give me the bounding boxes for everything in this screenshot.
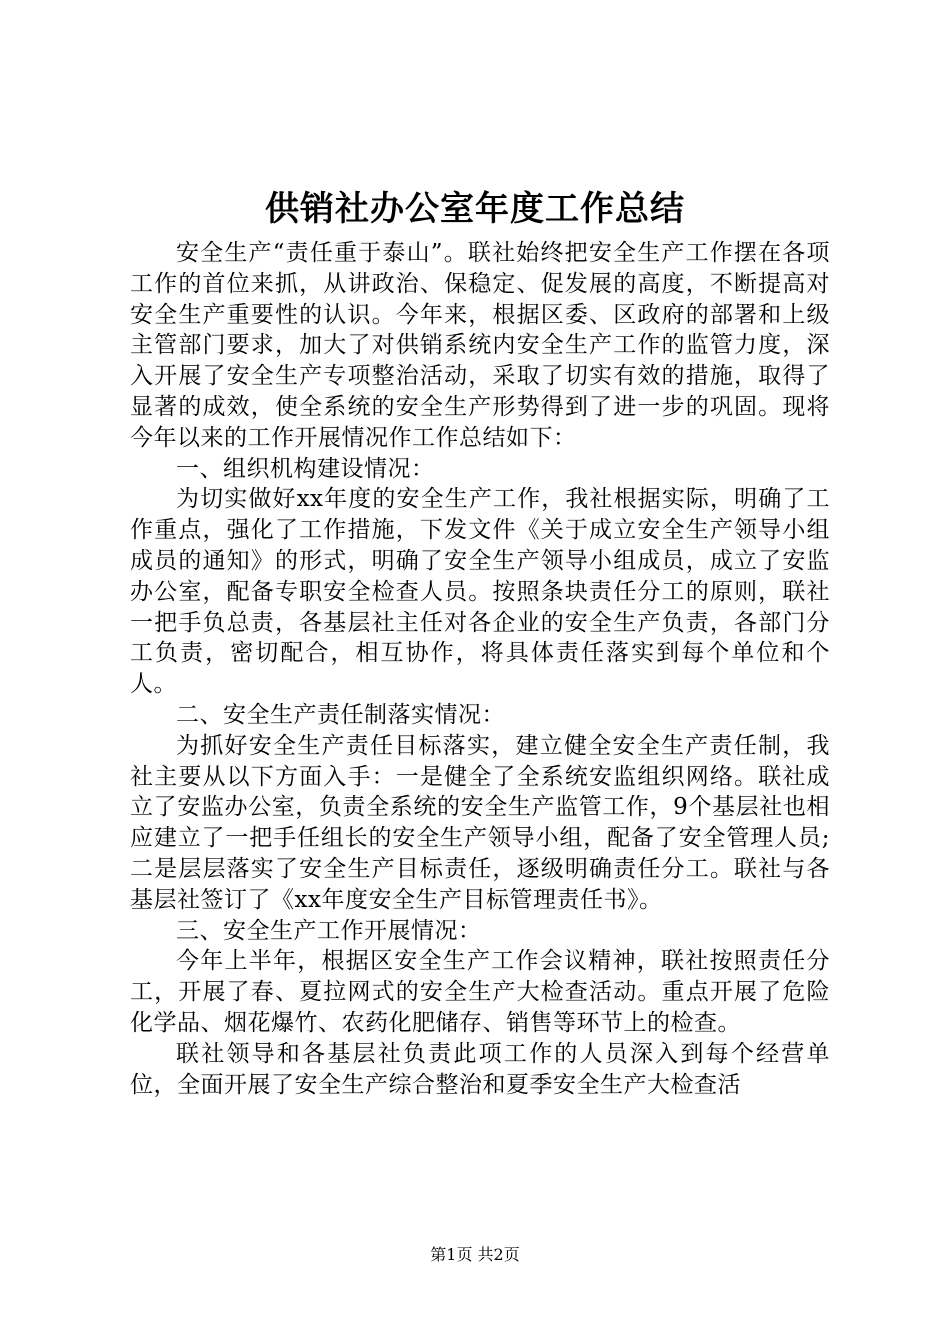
document-body xyxy=(130,238,830,1100)
paragraph-section-3a: 今年上半年，根据区安全生产工作会议精神，联社按照责任分工，开展了春、夏拉网式的安全生产大检查活动。重点开展了危险化学品、烟花爆竹、农药化肥储存、销售等环节上的检查。 xyxy=(130,948,830,1036)
section-heading-2: 二、安全生产责任制落实情况： xyxy=(176,701,505,728)
paragraph-section-3b: 联社领导和各基层社负责此项工作的人员深入到每个经营单位，全面开展了安全生产综合整治和夏季安全生产大检查活 xyxy=(130,1040,830,1098)
paragraph-intro: 安全生产“责任重于泰山”。联社始终把安全生产工作摆在各项工作的首位来抓，从讲政治、保稳定、促发展的高度，不断提高对安全生产重要性的认识。今年来，根据区委、区政府的部署和上级主管部门要求，加大了对供销系统内安全生产工作的监管力度，深入开展了安全生产专项整治活动，采取了切实有效的措施，取得了显著的成效，使全系统的安全生产形势得到了进一步的巩固。现将今年以来的工作开展情况作工作总结如下： xyxy=(130,240,830,451)
paragraph-section-1: 为切实做好xx年度的安全生产工作，我社根据实际，明确了工作重点，强化了工作措施，下发文件《关于成立安全生产领导小组成员的通知》的形式，明确了安全生产领导小组成员，成立了安监办公室，配备专职安全检查人员。按照条块责任分工的原则，联社一把手负总责，各基层社主任对各企业的安全生产负责，各部门分工负责，密切配合，相互协作，将具体责任落实到每个单位和个人。 xyxy=(130,486,830,698)
document-title: 供销社办公室年度工作总结 xyxy=(265,189,685,229)
page-footer: 第1页 共2页 xyxy=(430,1245,520,1264)
section-heading-3: 三、安全生产工作开展情况： xyxy=(176,917,482,944)
paragraph-section-2: 为抓好安全生产责任目标落实，建立健全安全生产责任制，我社主要从以下方面入手：一是健全了全系统安监组织网络。联社成立了安监办公室，负责全系统的安全生产监管工作，9个基层社也相应建立了一把手任组长的安全生产领导小组，配备了安全管理人员;二是层层落实了安全生产目标责任，逐级明确责任分工。联社与各基层社签订了《xx年度安全生产目标管理责任书》。 xyxy=(130,732,830,913)
section-heading-1: 一、组织机构建设情况： xyxy=(176,455,435,482)
